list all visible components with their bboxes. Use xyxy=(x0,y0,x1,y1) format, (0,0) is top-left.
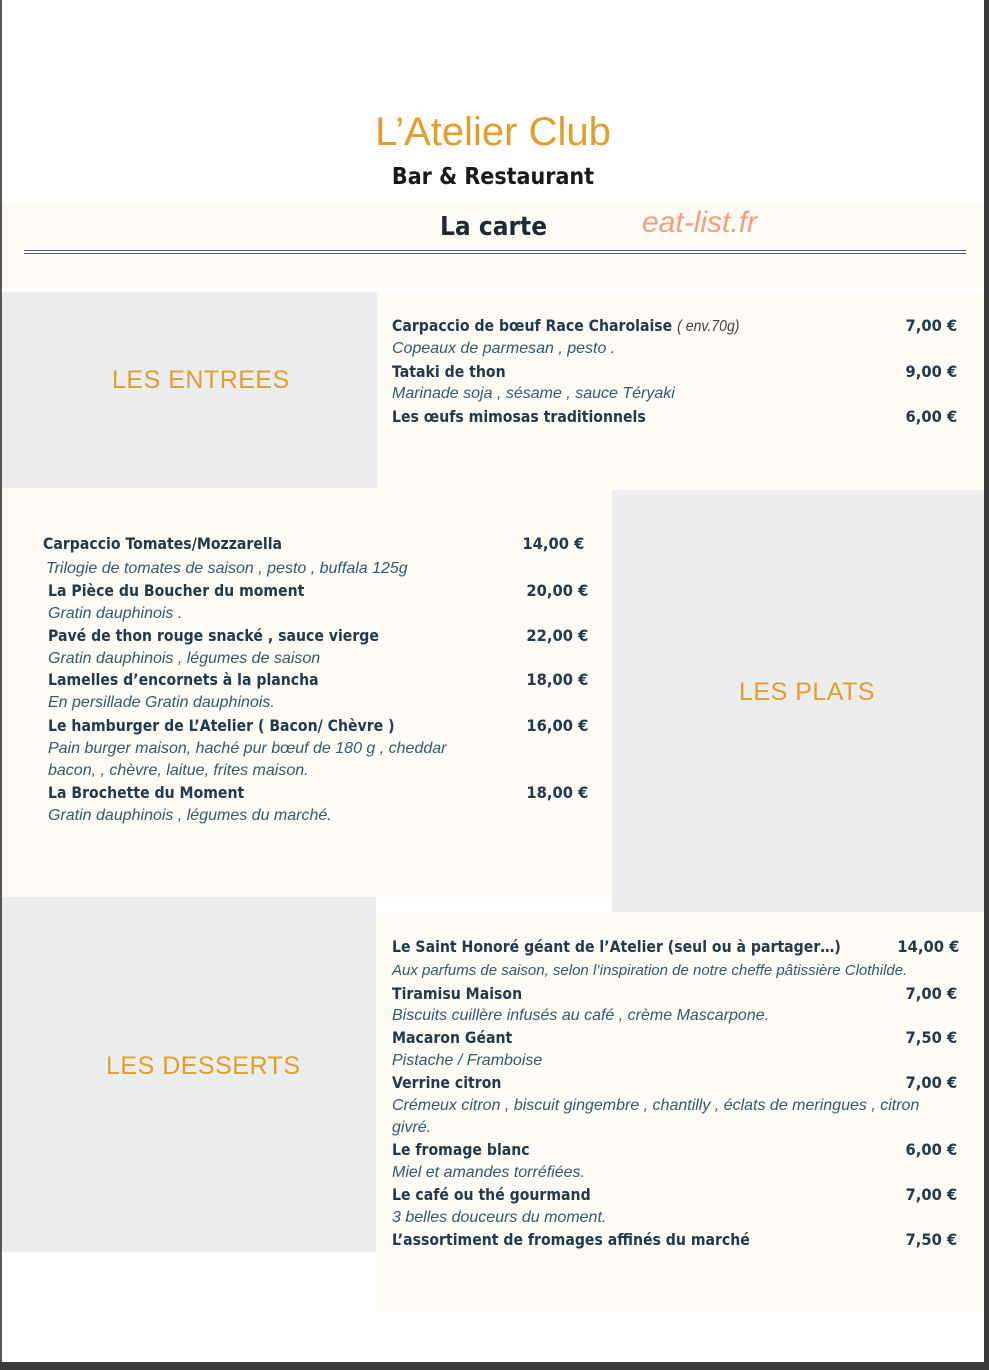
watermark: eat-list.fr xyxy=(642,206,758,239)
menu-item-description: Miel et amandes torréfiées. xyxy=(392,1164,585,1181)
menu-item-description: 3 belles douceurs du moment. xyxy=(392,1209,607,1226)
menu-item-description: Pain burger maison, haché pur bœuf de 180 g , cheddar xyxy=(48,740,447,757)
menu-item-name: Carpaccio de bœuf Race Charolaise ( env.70g) xyxy=(392,316,740,335)
menu-item-name: La Pièce du Boucher du moment xyxy=(48,581,305,600)
menu-item-description: Pistache / Framboise xyxy=(392,1052,543,1069)
carte-heading: La carte xyxy=(440,212,548,242)
menu-item-description: En persillade Gratin dauphinois. xyxy=(48,694,275,711)
menu-item-price: 6,00 € xyxy=(905,407,957,426)
menu-item-price: 18,00 € xyxy=(526,670,588,689)
section-label-desserts: LES DESSERTS xyxy=(106,1052,301,1080)
menu-item-name: Tataki de thon xyxy=(392,362,506,381)
menu-item-name: Le café ou thé gourmand xyxy=(392,1185,591,1204)
menu-item-price: 18,00 € xyxy=(526,783,588,802)
menu-item-name: Le fromage blanc xyxy=(392,1140,530,1159)
menu-item-description: givré. xyxy=(392,1119,432,1136)
header-rule-bottom xyxy=(24,253,966,254)
menu-item-price: 7,00 € xyxy=(905,1185,957,1204)
menu-item-price: 7,50 € xyxy=(905,1028,957,1047)
menu-item-price: 7,00 € xyxy=(905,984,957,1003)
menu-item-name: Le Saint Honoré géant de l’Atelier (seul ou à partager…) xyxy=(392,937,841,956)
menu-item-price: 7,00 € xyxy=(905,1073,957,1092)
menu-item-description: Trilogie de tomates de saison , pesto , buffala 125g xyxy=(46,560,408,577)
menu-item-name: Macaron Géant xyxy=(392,1028,513,1047)
menu-item-description: Gratin dauphinois . xyxy=(48,605,183,622)
menu-item-description: Aux parfums de saison, selon l’inspiration de notre cheffe pâtissière Clothilde. xyxy=(392,962,908,979)
menu-item-price: 16,00 € xyxy=(526,716,588,735)
menu-item-description: Gratin dauphinois , légumes du marché. xyxy=(48,807,332,824)
menu-item-description: Marinade soja , sésame , sauce Téryaki xyxy=(392,385,675,402)
menu-item-description: Crémeux citron , biscuit gingembre , chantilly , éclats de meringues , citron xyxy=(392,1097,920,1114)
header-rule-top xyxy=(24,250,966,251)
menu-item-name: Carpaccio Tomates/Mozzarella xyxy=(43,534,283,553)
restaurant-subtitle: Bar & Restaurant xyxy=(391,164,595,190)
menu-item-price: 20,00 € xyxy=(526,581,588,600)
menu-item-name: Pavé de thon rouge snacké , sauce vierge xyxy=(48,626,379,645)
restaurant-title: L’Atelier Club xyxy=(375,110,611,154)
menu-item-price: 14,00 € xyxy=(897,937,959,956)
menu-item-description: bacon, , chèvre, laitue, frites maison. xyxy=(48,762,309,779)
menu-item-name: Tiramisu Maison xyxy=(392,984,523,1003)
section-label-entrees: LES ENTREES xyxy=(112,366,290,394)
menu-item-name: Les œufs mimosas traditionnels xyxy=(392,407,646,426)
menu-item-price: 14,00 € xyxy=(522,534,584,553)
menu-item-name: Le hamburger de L’Atelier ( Bacon/ Chèvre ) xyxy=(48,716,395,735)
menu-item-price: 7,50 € xyxy=(905,1230,957,1249)
menu-item-price: 9,00 € xyxy=(905,362,957,381)
menu-item-price: 22,00 € xyxy=(526,626,588,645)
menu-item-name: Lamelles d’encornets à la plancha xyxy=(48,670,319,689)
menu-item-price: 6,00 € xyxy=(905,1140,957,1159)
menu-item-description: Copeaux de parmesan , pesto . xyxy=(392,340,616,357)
section-label-plats: LES PLATS xyxy=(739,678,876,706)
menu-item-price: 7,00 € xyxy=(905,316,957,335)
menu-item-name: Verrine citron xyxy=(392,1073,502,1092)
menu-item-name: La Brochette du Moment xyxy=(48,783,245,802)
menu-item-note: ( env.70g) xyxy=(677,318,740,335)
menu-item-name: L’assortiment de fromages affinés du marché xyxy=(392,1230,750,1249)
menu-item-description: Biscuits cuillère infusés au café , crème Mascarpone. xyxy=(392,1007,770,1024)
menu-item-description: Gratin dauphinois , légumes de saison xyxy=(48,650,321,667)
